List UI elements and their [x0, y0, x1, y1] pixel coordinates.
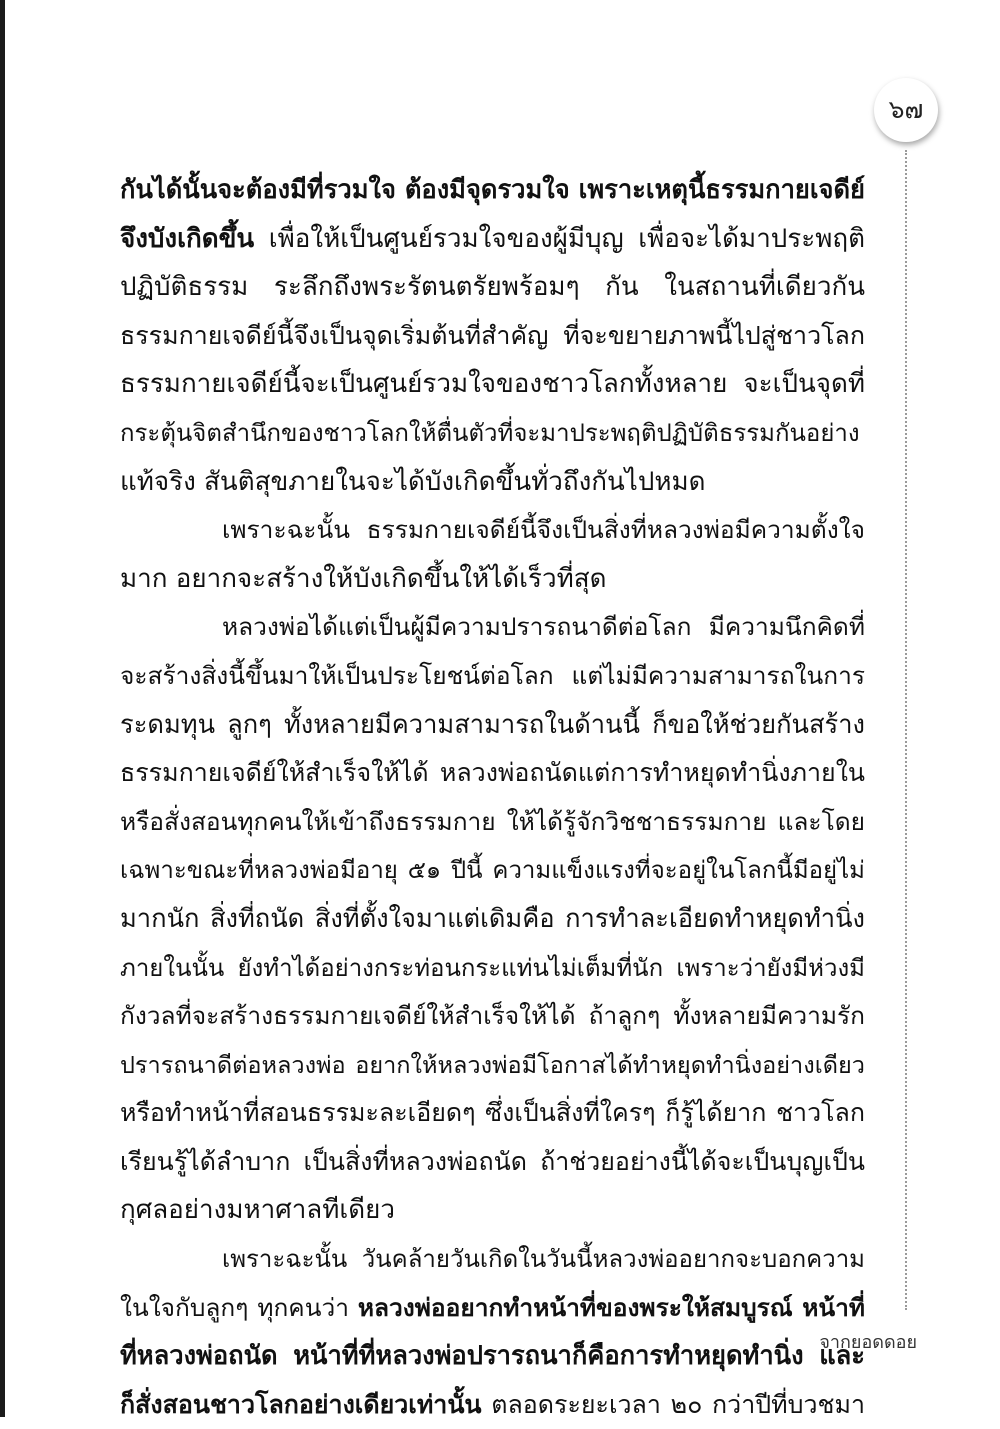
text-line	[120, 166, 865, 215]
running-footer: จากยอดดอย	[819, 1332, 917, 1353]
text-line	[120, 312, 865, 361]
text-segment: ธรรมกายเจดีย์ให้สำเร็จให้ได้ หลวงพ่อถนัดแต่การทำหยุดทำนิ่งภายใน	[120, 758, 865, 788]
text-segment: หรือทำหน้าที่สอนธรรมะละเอียดๆ ซึ่งเป็นสิ่งที่ใครๆ ก็รู้ได้ยาก ชาวโลก	[120, 1098, 865, 1128]
text-line	[120, 944, 865, 993]
text-segment: กังวลที่จะสร้างธรรมกายเจดีย์ให้สำเร็จให้ได้ ถ้าลูกๆ ทั้งหลายมีความรัก	[120, 1001, 865, 1031]
text-segment: แท้จริง สันติสุขภายในจะได้บังเกิดขึ้นทั่วถึงกันไปหมด	[120, 466, 706, 497]
text-segment: ตลอดระยะเวลา ๒๐ กว่าปีที่บวชมา	[481, 1389, 865, 1419]
text-segment: ปฏิบัติธรรม ระลึกถึงพระรัตนตรัยพร้อมๆ กัน ในสถานที่เดียวกัน	[120, 272, 865, 303]
text-line	[120, 1332, 865, 1381]
text-line	[120, 1186, 865, 1235]
bold-text-segment: จึงบังเกิดขึ้น	[120, 223, 255, 254]
page-number-badge	[874, 78, 938, 142]
page-number: ๖๗	[888, 95, 924, 124]
text-segment: เพราะฉะนั้น วันคล้ายวันเกิดในวันนี้หลวงพ่ออยากจะบอกความ	[222, 1245, 865, 1274]
text-segment: มากนัก สิ่งที่ถนัด สิ่งที่ตั้งใจมาแต่เดิมคือ การทำละเอียดทำหยุดทำนิ่ง	[120, 903, 865, 934]
text-segment: มาก อยากจะสร้างให้บังเกิดขึ้นให้ได้เร็วที่สุด	[120, 563, 607, 594]
text-segment: ภายในนั้น ยังทำได้อย่างกระท่อนกระแท่นไม่เต็มที่นัก เพราะว่ายังมีห่วงมี	[120, 953, 865, 982]
text-line	[120, 798, 865, 847]
bold-text-segment: กันได้นั้นจะต้องมีที่รวมใจ ต้องมีจุดรวมใจ เพราะเหตุนี้ธรรมกายเจดีย์	[120, 175, 865, 205]
text-segment: เพราะฉะนั้น ธรรมกายเจดีย์นี้จึงเป็นสิ่งที่หลวงพ่อมีความตั้งใจ	[222, 515, 865, 545]
text-segment: เพื่อให้เป็นศูนย์รวมใจของผู้มีบุญ เพื่อจะได้มาประพฤติ	[254, 223, 865, 254]
text-segment: เรียนรู้ได้ลำบาก เป็นสิ่งที่หลวงพ่อถนัด ถ้าช่วยอย่างนี้ได้จะเป็นบุญเป็น	[120, 1146, 865, 1176]
text-line	[120, 360, 865, 409]
text-segment: หลวงพ่อได้แต่เป็นผู้มีความปรารถนาดีต่อโลก มีความนึกคิดที่	[222, 612, 865, 642]
text-line	[120, 1235, 865, 1284]
text-segment: กุศลอย่างมหาศาลทีเดียว	[120, 1195, 395, 1226]
text-line	[120, 701, 865, 750]
body-text	[120, 166, 865, 1429]
text-line	[120, 652, 865, 701]
text-line	[120, 1284, 865, 1333]
text-line	[120, 458, 865, 507]
text-line	[120, 215, 865, 264]
bold-text-segment: ก็สั่งสอนชาวโลกอย่างเดียวเท่านั้น	[120, 1389, 482, 1419]
text-line	[120, 895, 865, 944]
bold-text-segment: หลวงพ่ออยากทำหน้าที่ของพระให้สมบูรณ์ หน้าที่	[357, 1292, 865, 1322]
text-line	[120, 1138, 865, 1187]
text-segment: ระดมทุน ลูกๆ ทั้งหลายมีความสามารถในด้านนี้ ก็ขอให้ช่วยกันสร้าง	[120, 709, 865, 740]
text-segment: ธรรมกายเจดีย์นี้จึงเป็นจุดเริ่มต้นที่สำคัญ ที่จะขยายภาพนี้ไปสู่ชาวโลก	[120, 320, 865, 350]
text-line	[120, 1381, 865, 1429]
bold-text-segment: ที่หลวงพ่อถนัด หน้าที่ที่หลวงพ่อปรารถนาก็คือการทำหยุดทำนิ่ง และ	[120, 1341, 865, 1372]
text-segment: หรือสั่งสอนทุกคนให้เข้าถึงธรรมกาย ให้ได้รู้จักวิชชาธรรมกาย และโดย	[120, 806, 865, 836]
left-edge-rule	[0, 0, 5, 1417]
text-line	[120, 603, 865, 652]
text-segment: จะสร้างสิ่งนี้ขึ้นมาให้เป็นประโยชน์ต่อโลก แต่ไม่มีความสามารถในการ	[120, 660, 865, 690]
text-line	[120, 555, 865, 604]
text-line	[120, 409, 865, 458]
text-segment: ธรรมกายเจดีย์นี้จะเป็นศูนย์รวมใจของชาวโลกทั้งหลาย จะเป็นจุดที่	[120, 369, 865, 400]
text-line	[120, 263, 865, 312]
dotted-margin-rule	[905, 150, 907, 1310]
text-line	[120, 749, 865, 798]
text-line	[120, 506, 865, 555]
text-segment: กระตุ้นจิตสำนึกของชาวโลกให้ตื่นตัวที่จะมาประพฤติปฏิบัติธรรมกันอย่าง	[120, 418, 860, 447]
text-line	[120, 1089, 865, 1138]
text-segment: เฉพาะขณะที่หลวงพ่อมีอายุ ๕๑ ปีนี้ ความแข็งแรงที่จะอยู่ในโลกนี้มีอยู่ไม่	[120, 856, 865, 885]
text-line	[120, 846, 865, 895]
text-segment: ในใจกับลูกๆ ทุกคนว่า	[120, 1292, 358, 1322]
text-segment: ปรารถนาดีต่อหลวงพ่อ อยากให้หลวงพ่อมีโอกาสได้ทำหยุดทำนิ่งอย่างเดียว	[120, 1050, 865, 1079]
text-line	[120, 992, 865, 1041]
text-line	[120, 1041, 865, 1090]
